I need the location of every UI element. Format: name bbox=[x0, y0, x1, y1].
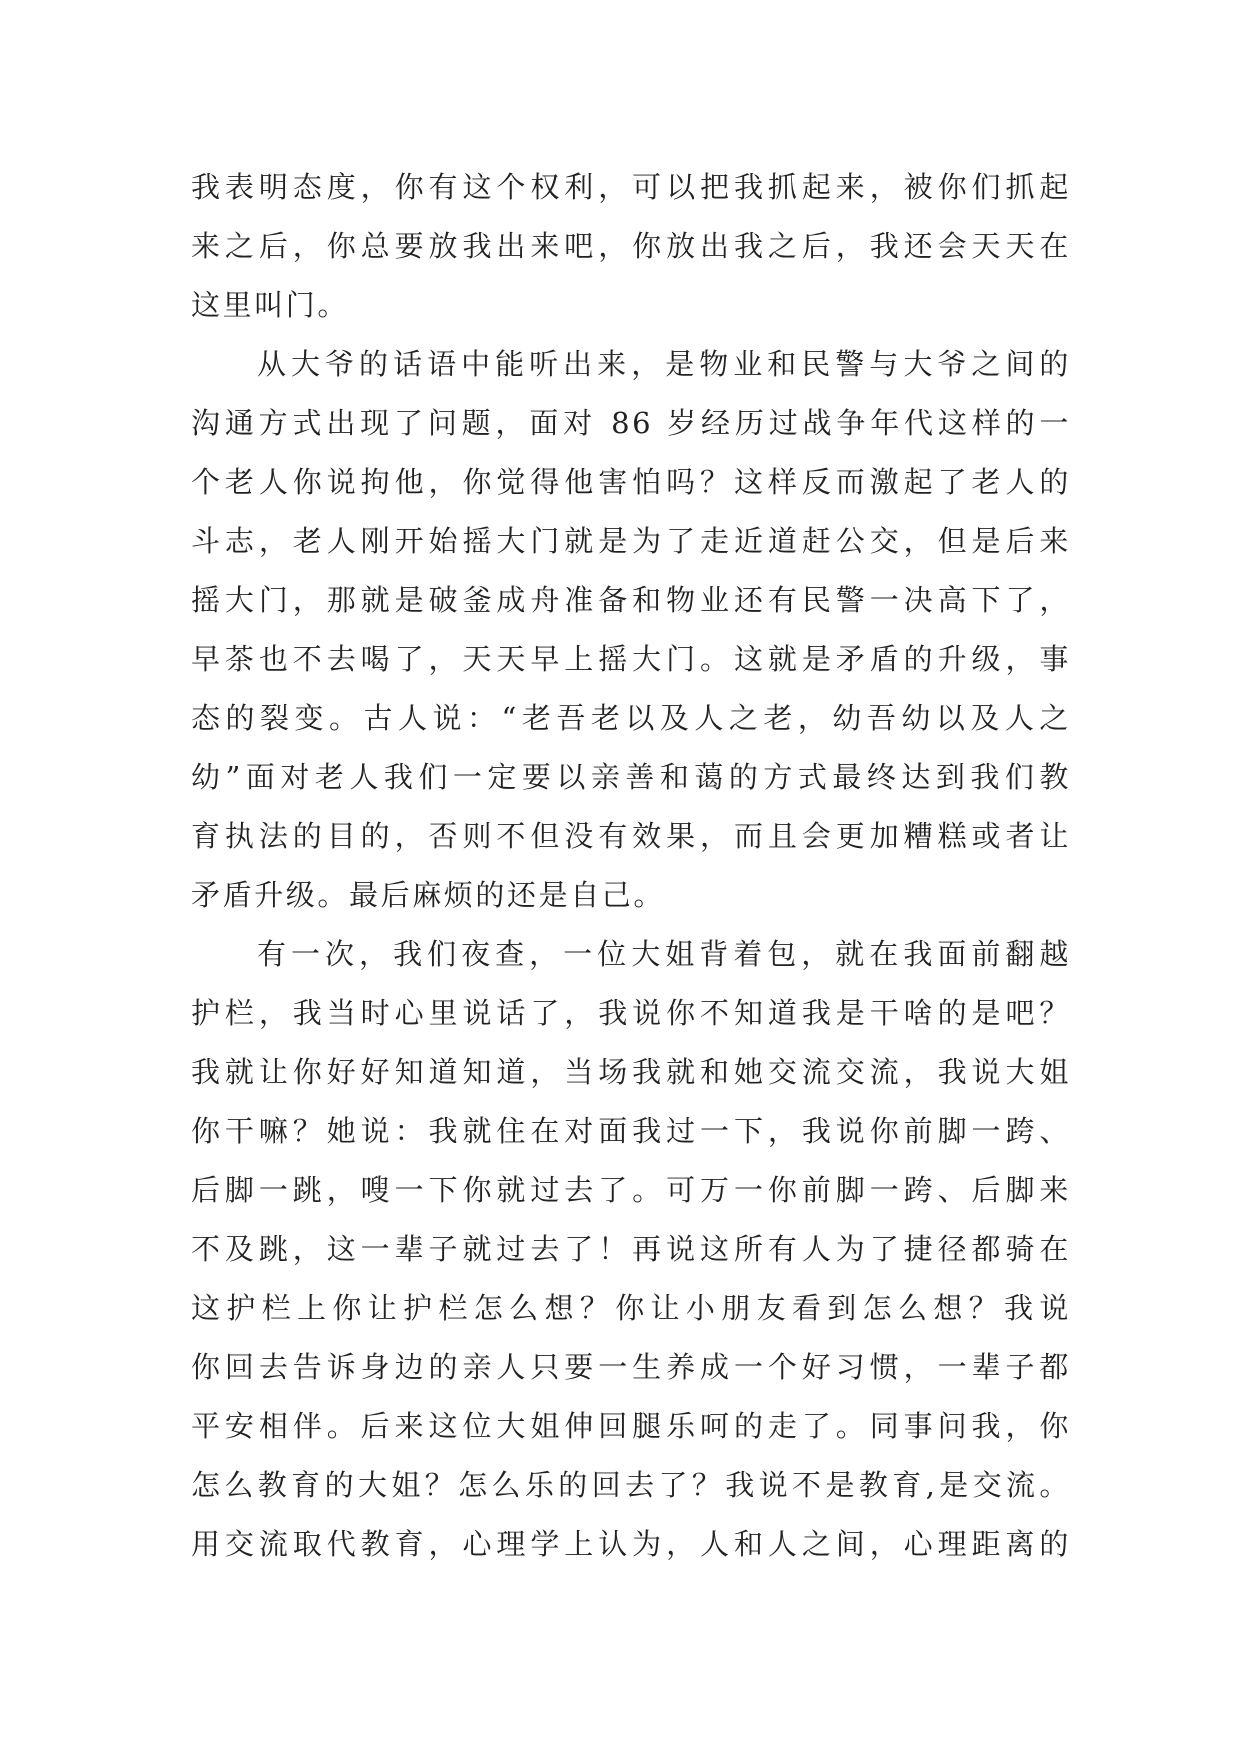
text-line: 不及跳，这一辈子就过去了！再说这所有人为了捷径都骑在 bbox=[191, 1232, 1071, 1266]
text-line: 我表明态度，你有这个权利，可以把我抓起来，被你们抓起 bbox=[191, 170, 1071, 204]
text-line: 育执法的目的，否则不但没有效果，而且会更加糟糕或者让 bbox=[191, 819, 1071, 853]
text-line: 沟通方式出现了问题，面对 86 岁经历过战争年代这样的一 bbox=[191, 406, 1071, 440]
text-line: 从大爷的话语中能听出来，是物业和民警与大爷之间的 bbox=[257, 347, 1071, 381]
text-line: 平安相伴。后来这位大姐伸回腿乐呵的走了。同事问我，你 bbox=[191, 1409, 1071, 1443]
text-line: 你干嘛？她说：我就住在对面我过一下，我说你前脚一跨、 bbox=[191, 1114, 1071, 1148]
text-line: 我就让你好好知道知道，当场我就和她交流交流，我说大姐 bbox=[191, 1055, 1071, 1089]
text-line: 态的裂变。古人说：“老吾老以及人之老，幼吾幼以及人之 bbox=[191, 701, 1071, 735]
text-line: 摇大门，那就是破釜成舟准备和物业还有民警一决高下了， bbox=[191, 583, 1071, 617]
text-line: 矛盾升级。最后麻烦的还是自己。 bbox=[191, 878, 666, 912]
text-line: 后脚一跳，嗖一下你就过去了。可万一你前脚一跨、后脚来 bbox=[191, 1173, 1071, 1207]
text-line: 你回去告诉身边的亲人只要一生养成一个好习惯，一辈子都 bbox=[191, 1350, 1071, 1384]
paragraph-3 bbox=[191, 925, 1071, 1574]
text-line: 来之后，你总要放我出来吧，你放出我之后，我还会天天在 bbox=[191, 229, 1071, 263]
text-line: 这护栏上你让护栏怎么想？你让小朋友看到怎么想？我说 bbox=[191, 1291, 1071, 1325]
paragraph-1 bbox=[191, 158, 1071, 335]
paragraph-2 bbox=[191, 335, 1071, 925]
body-text bbox=[191, 158, 1071, 1574]
text-line: 护栏，我当时心里说话了，我说你不知道我是干啥的是吧？ bbox=[191, 996, 1071, 1030]
text-line: 早茶也不去喝了，天天早上摇大门。这就是矛盾的升级，事 bbox=[191, 642, 1071, 676]
text-line: 用交流取代教育，心理学上认为，人和人之间，心理距离的 bbox=[191, 1527, 1071, 1561]
text-line: 斗志，老人刚开始摇大门就是为了走近道赶公交，但是后来 bbox=[191, 524, 1071, 558]
text-line: 有一次，我们夜查，一位大姐背着包，就在我面前翻越 bbox=[257, 937, 1071, 971]
text-line: 个老人你说拘他，你觉得他害怕吗？这样反而激起了老人的 bbox=[191, 465, 1071, 499]
text-line: 幼”面对老人我们一定要以亲善和蔼的方式最终达到我们教 bbox=[191, 760, 1071, 794]
text-line: 这里叫门。 bbox=[191, 288, 350, 322]
text-line: 怎么教育的大姐？怎么乐的回去了？我说不是教育,是交流。 bbox=[191, 1468, 1071, 1502]
